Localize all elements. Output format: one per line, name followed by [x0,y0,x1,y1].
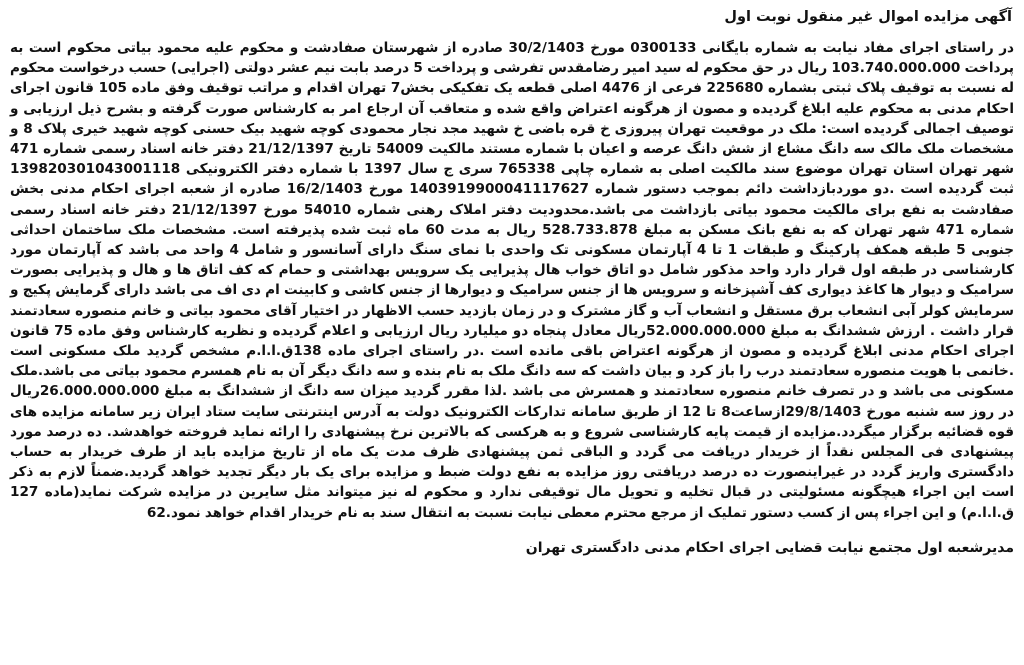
notice-title: آگهی مزایده اموال غیر منقول نوبت اول [724,9,1012,25]
notice-body: در راستای اجرای مفاد نیابت به شماره بایگانی 0300133 مورخ 30/2/1403 صادره از شهرستان صفادشت و محکوم علیه محمود بیاتی محکوم است به پرداخت 103.740.000.000 ریال در حق محکوم له سید امیر رضامقدس تفرشی و پرداخت 5 درصد بابت نیم عشر دولتی (اجرایی) حسب درخواست محکوم له نسبت به توقیف پلاک ثبتی بشماره 225680 فرعی از 4476 اصلی قطعه یک تفکیکی بخش7 تهران اقدام و مراتب توقیف وفق ماده 105 قانون اجرای احکام مدنی به محکوم علیه ابلاغ گردیده و مصون از هرگونه اعتراض واقع شده و متعاقب آن ارجاع امر به کارشناس صورت گرفته و بشرح ذیل ارزیابی و توصیف اجمالی گردیده است: ملک در موقعیت تهران پیروزی خ قره باضی خ شهید مجد نجار محمودی کوچه شهید بیک حسنی کوچه شهید خیری پلاک 8 و مشخصات ملک مالک سه دانگ مشاع از شش دانگ عرصه و اعیان با شماره مستند مالکیت 54009 تاریخ 21/12/1397 دفتر خانه اسناد رسمی شماره 471 شهر تهران استان تهران موضوع سند مالکیت اصلی به شماره چاپی 765338 سری ج سال 1397 با شماره دفتر الکترونیکی 139820301043001118 ثبت گردیده است .دو موردبازداشت دائم بموجب دستور شماره 1403919900041117627 مورخ 16/2/1403 صادره از شعبه اجرای احکام مدنی بخش صفادشت به نفع برای مالکیت محمود بیاتی بازداشت می باشد.محدودیت دفتر املاک رهنی شماره 54010 مورخ 21/12/1397 دفتر خانه اسناد رسمی شماره 471 شهر تهران که به نفع بانک مسکن به مبلغ 528.733.878 ریال به مدت 60 ماه ثبت شده پذیرفته است. مشخصات ملک ساختمان احداثی جنوبی 5 طبقه همکف پارکینگ و طبقات 1 تا 4 آپارتمان مسکونی تک واحدی با نمای سنگ دارای آسانسور و شامل 4 واحد می باشد که آپارتمان مورد کارشناسی در طبقه اول قرار دارد واحد مذکور شامل دو اتاق خواب هال پذیرایی یک سرویس بهداشتی و حمام که کف اتاق ها و هال و پذیرایی بصورت سرامیک و دیوار ها کاغذ دیواری کف آشپزخانه و سرویس ها از جنس سرامیک و دیوارها از جنس کاشی و کابینت ام دی اف می باشد دارای گرمایش پکیج و سرمایش کولر آبی انشعاب برق مستقل و انشعاب آب و گاز مشترک و در زمان بازدید حسب الاظهار در اختیار آقای محمود بیاتی و خانم منصوره سعادتمند قرار داشت . ارزش ششدانگ به مبلغ 52.000.000.000ریال معادل پنجاه دو میلیارد ریال ارزیابی و اعلام گردیده و نظریه کارشناس وفق ماده 75 قانون اجرای احکام مدنی ابلاغ گردیده و مصون از هرگونه اعتراض باقی مانده است .در راستای اجرای ماده 138ق.ا.ا.م مشخص گردید ملک مسکونی است .خانمی با هویت منصوره سعادتمند درب را باز کرد و بیان داشت که سه دانگ ملک به نام بنده و سه دانگ دیگر آن به نام همسرم محمود بیاتی می باشد.ملک مسکونی می باشد و در تصرف خانم منصوره سعادتمند و همسرش می باشد .لذا مقرر گردید میزان سه دانگ از ششدانگ به مبلغ 26.000.000.000ریال در روز سه شنبه مورخ 29/8/1403ازساعت8 تا 12 از طریق سامانه تدارکات الکترونیک دولت به آدرس اینترنتی سایت ستاد ایران زیر سامانه مزایده های قوه قضائیه برگزار میگردد.مزایده از قیمت پایه کارشناسی شروع و به هرکسی که بالاترین نرخ پیشنهادی را ارائه نماید فروخته خواهدشد. ده درصد مورد پیشنهادی فی المجلس نقداً از خریدار دریافت می گردد و الباقی ثمن پیشنهادی ظرف مدت یک ماه از تاریخ مزایده باید از طرف خریدار به حساب دادگستری واریز گردد در غیراینصورت ده درصد دریافتی روز مزایده به نفع دولت ضبط و مزایده برای یک بار دیگر تجدید خواهد گردید.ضمناً لازم به ذکر است این اجراء هیچگونه مسئولیتی در قبال تخلیه و تحویل مال توقیفی ندارد و محکوم له نیز میتواند مثل سایرین در مزایده شرکت نماید(ماده 127 ق.ا.ا.م) و این اجراء پس از کسب دستور تملیک از مرجع محترم معطی نیابت نسبت به انتقال سند به نام خریدار اقدام خواهد نمود.62 [10,40,1015,521]
notice-signature: مدیرشعبه اول مجتمع نیابت قضایی اجرای احکام مدنی دادگستری تهران [525,539,1014,556]
